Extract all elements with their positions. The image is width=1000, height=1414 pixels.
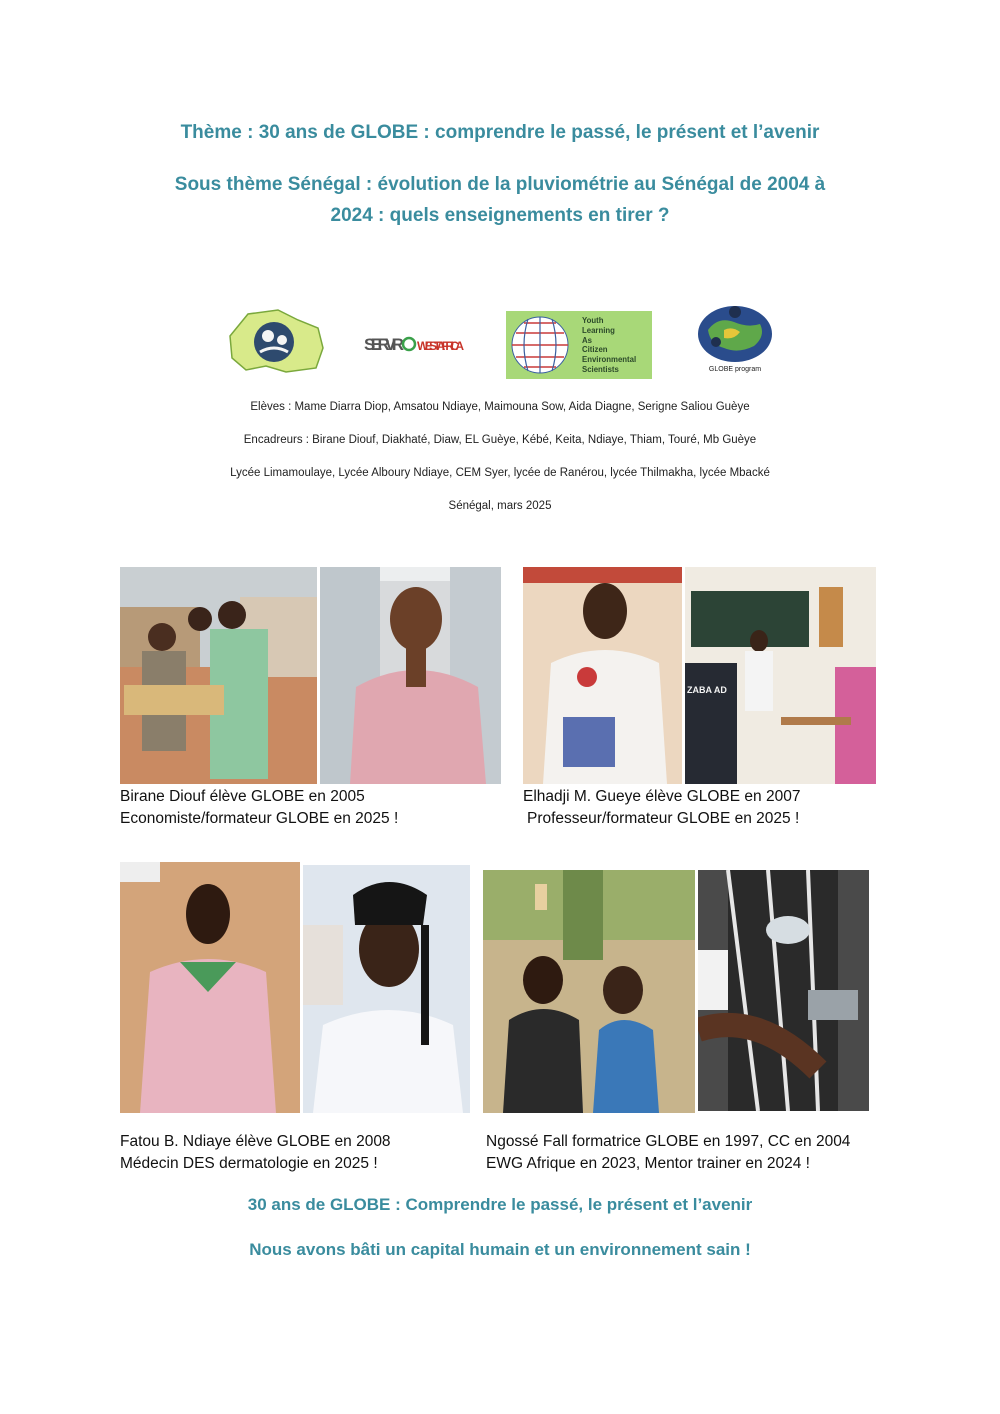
schools-line: Lycée Limamoulaye, Lycée Alboury Ndiaye, CEM Syer, lycée de Ranérou, lycée Thilmakha, lycée Mbacké	[230, 467, 770, 479]
photo-fatou-portrait	[303, 865, 470, 1113]
ylaces-citizen: Citizen	[582, 345, 608, 355]
caption-ngosse	[486, 1131, 850, 1175]
photo-birane-students	[120, 567, 317, 784]
supervisors-line: Encadreurs : Birane Diouf, Diakhaté, Diaw, EL Guèye, Kébé, Keita, Ndiaye, Thiam, Touré, Mb Guèye	[243, 434, 757, 446]
footer-line1: 30 ans de GLOBE : Comprendre le passé, le présent et l’avenir	[247, 1195, 753, 1214]
ylaces-as: As	[582, 335, 592, 345]
subtheme-title-line1: Sous thème Sénégal : évolution de la pluviométrie au Sénégal de 2004 à	[174, 174, 826, 195]
caption-ngosse-line2: EWG Afrique en 2023, Mentor trainer en 2024 !	[486, 1155, 810, 1172]
photo-birane-portrait	[320, 567, 501, 784]
t-shirt-banner-text: ZABA AD	[687, 685, 727, 695]
caption-ngosse-line1: Ngossé Fall formatrice GLOBE en 1997, CC en 2004	[486, 1133, 851, 1150]
students-line: Elèves : Mame Diarra Diop, Amsatou Ndiaye, Maimouna Sow, Aida Diagne, Serigne Saliou Guèye	[250, 401, 750, 413]
caption-elhadji	[523, 786, 800, 830]
ylaces-logo	[506, 311, 652, 379]
servir-west-africa-logo	[362, 318, 466, 368]
photo-elhadji-classroom	[685, 567, 876, 784]
footer-line2: Nous avons bâti un capital humain et un environnement sain !	[249, 1240, 751, 1259]
photo-ngosse-lab	[698, 870, 869, 1111]
ylaces-scientists: Scientists	[582, 364, 619, 374]
servir-logo-text: SERVIR	[364, 335, 404, 354]
west-africa-logo-text: WEST AFRICA	[417, 339, 464, 353]
ylaces-youth: Youth	[582, 316, 604, 325]
globe-program-logo	[694, 300, 776, 378]
place-date-line: Sénégal, mars 2025	[448, 500, 552, 512]
photo-elhadji-students	[523, 567, 682, 784]
ylaces-learning: Learning	[582, 325, 615, 335]
caption-birane-line1: Birane Diouf élève GLOBE en 2005	[120, 788, 365, 805]
caption-birane-line2: Economiste/formateur GLOBE en 2025 !	[120, 810, 399, 827]
photo-ngosse-field	[483, 870, 695, 1113]
caption-fatou-line1: Fatou B. Ndiaye élève GLOBE en 2008	[120, 1133, 391, 1150]
senegal-map-logo	[226, 306, 326, 378]
caption-elhadji-line1: Elhadji M. Gueye élève GLOBE en 2007	[523, 788, 801, 805]
ylaces-environmental: Environmental	[582, 355, 637, 365]
caption-fatou-line2: Médecin DES dermatologie en 2025 !	[120, 1155, 378, 1172]
photo-fatou-student	[120, 862, 300, 1113]
theme-title: Thème : 30 ans de GLOBE : comprendre le passé, le présent et l’avenir	[180, 122, 820, 143]
caption-elhadji-line2: Professeur/formateur GLOBE en 2025 !	[527, 810, 800, 827]
caption-fatou	[120, 1131, 391, 1175]
caption-birane	[120, 786, 398, 830]
subtheme-title-line2: 2024 : quels enseignements en tirer ?	[330, 205, 670, 226]
globe-program-caption: GLOBE program	[708, 366, 762, 373]
